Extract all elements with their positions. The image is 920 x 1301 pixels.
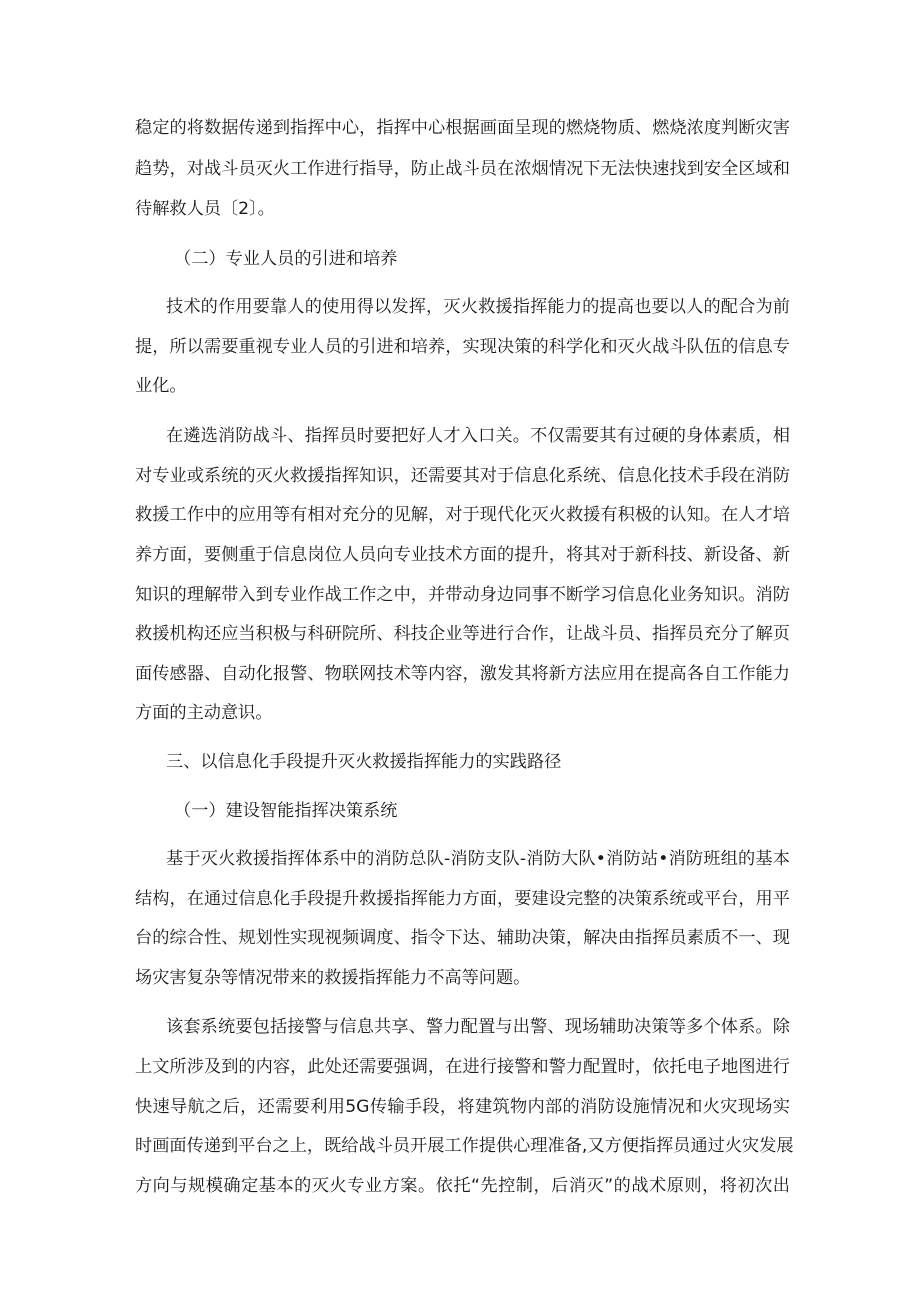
paragraph-line: 养方面，要侧重于信息岗位人员向专业技术方面的提升，将其对于新科技、新设备、新 <box>135 545 790 565</box>
paragraph-line: 台的综合性、规划性实现视频调度、指令下达、辅助决策，解决由指挥员素质不一、现 <box>135 928 790 948</box>
paragraph-line: 方面的主动意识。 <box>135 703 273 723</box>
paragraph-line: 场灾害复杂等情况带来的救援指挥能力不高等问题。 <box>135 968 531 988</box>
paragraph-line: 方向与规模确定基本的灭火专业方案。依托“先控制，后消灭”的战术原则，将初次出 <box>135 1176 790 1196</box>
paragraph-line: 稳定的将数据传递到指挥中心，指挥中心根据画面呈现的燃烧物质、燃烧浓度判断灾害 <box>135 118 790 138</box>
paragraph-line: 对专业或系统的灭火救援指挥知识，还需要其对于信息化系统、信息化技术手段在消防 <box>135 466 790 486</box>
paragraph-line: 面传感器、自动化报警、物联网技术等内容，激发其将新方法应用在提高各自工作能力 <box>135 664 790 684</box>
paragraph-line: 待解救人员〔2〕。 <box>135 199 275 219</box>
paragraph-line: 该套系统要包括接警与信息共享、警力配置与出警、现场辅助决策等多个体系。除 <box>166 1017 790 1037</box>
paragraph-line: 趋势，对战斗员灭火工作进行指导，防止战斗员在浓烟情况下无法快速找到安全区域和 <box>135 159 790 179</box>
paragraph-line: 结构，在通过信息化手段提升救援指挥能力方面，要建设完整的决策系统或平台，用平 <box>135 889 790 909</box>
paragraph-line: 业化。 <box>135 376 187 396</box>
paragraph-line: 救援工作中的应用等有相对充分的见解，对于现代化灭火救援有积极的认知。在人才培 <box>135 505 790 525</box>
section-subheading: （二）专业人员的引进和培养 <box>174 249 398 269</box>
paragraph-line: 上文所涉及到的内容，此处还需要强调，在进行接警和警力配置时，依托电子地图进行 <box>135 1057 790 1077</box>
paragraph-line: 救援机构还应当积极与科研院所、科技企业等进行合作，让战斗员、指挥员充分了解页 <box>135 624 790 644</box>
paragraph-line: 时画面传递到平台之上，既给战斗员开展工作提供心理准备,又方便指挥员通过火灾发展 <box>135 1136 794 1156</box>
paragraph-line: 基于灭火救援指挥体系中的消防总队-消防支队-消防大队•消防站•消防班组的基本 <box>166 849 790 869</box>
paragraph-line: 技术的作用要靠人的使用得以发挥，灭火救援指挥能力的提高也要以人的配合为前 <box>166 297 790 317</box>
section-subheading: （一）建设智能指挥决策系统 <box>174 801 398 821</box>
paragraph-line: 知识的理解带入到专业作战工作之中，并带动身边同事不断学习信息化业务知识。消防 <box>135 585 790 605</box>
paragraph-line: 在遴选消防战斗、指挥员时要把好人才入口关。不仅需要其有过硬的身体素质，相 <box>166 426 790 446</box>
paragraph-line: 提，所以需要重视专业人员的引进和培养，实现决策的科学化和灭火战斗队伍的信息专 <box>135 337 790 357</box>
paragraph-line: 快速导航之后，还需要利用5G传输手段，将建筑物内部的消防设施情况和火灾现场实 <box>135 1097 790 1117</box>
section-heading: 三、以信息化手段提升灭火救援指挥能力的实践路径 <box>166 752 562 772</box>
